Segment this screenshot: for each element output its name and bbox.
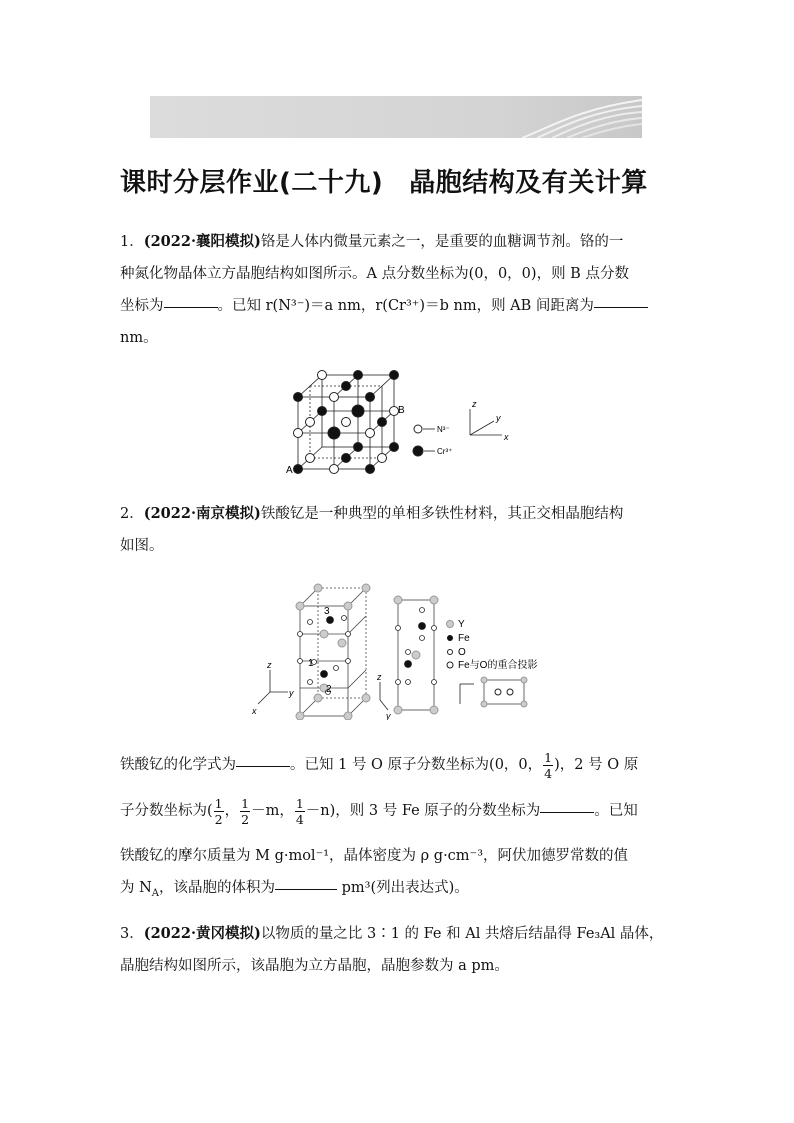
legend-n-icon [414, 425, 422, 433]
answer-blank[interactable] [540, 811, 594, 813]
q1-line-4: nm。 [120, 330, 158, 346]
svg-text:x: x [252, 706, 257, 716]
label-a: A [286, 465, 293, 476]
q1-line-3: 坐标为 。已知 r(N³⁻)＝a nm，r(Cr³⁺)＝b nm，则 AB 间距离为 [120, 290, 676, 322]
o-atom [308, 680, 313, 685]
n-atom [318, 371, 327, 380]
question-2 [120, 498, 676, 562]
atom-label-2: 2 [326, 684, 332, 695]
q1-line-2: 种氮化物晶体立方晶胞结构如图所示。A 点分数坐标为(0，0，0)，则 B 点分数 [120, 266, 629, 282]
legend-fe-icon [447, 635, 453, 641]
cr-atom [342, 382, 351, 391]
o-atom [298, 659, 303, 664]
o-atom [342, 616, 347, 621]
decorative-wave-icon [512, 96, 642, 138]
atom-label-1: 1 [308, 658, 314, 669]
y-atom [344, 712, 352, 720]
svg-text:y: y [289, 688, 294, 698]
o-atom [396, 626, 401, 631]
q3-line-2: 晶胞结构如图所示，该晶胞为立方晶胞，晶胞参数为 a pm。 [120, 958, 509, 974]
n-atom [330, 393, 339, 402]
svg-text:z: z [472, 399, 477, 409]
y-atom [338, 639, 346, 647]
cr-atom [390, 443, 399, 452]
cr-atom [318, 407, 327, 416]
o-atom [346, 659, 351, 664]
y-atom [314, 694, 322, 702]
y-atom [394, 596, 402, 604]
cr-atom [342, 454, 351, 463]
answer-blank[interactable] [275, 888, 337, 890]
o-atom [298, 632, 303, 637]
cr-atom [352, 405, 364, 417]
legend-o-label: O [458, 647, 466, 658]
o-atom [346, 632, 351, 637]
o-atom [406, 650, 411, 655]
y-atom [362, 584, 370, 592]
fe-atom [405, 661, 412, 668]
o-atom [420, 636, 425, 641]
q2-p2: 子分数坐标为( $\frac{1}{2}$ ， $\frac{1}{2}$ －m， $\frac{1}{4}$ －n)，则 3 号 Fe 原子的分数坐标为 。已知 [120, 795, 638, 827]
legend-y-icon [447, 621, 454, 628]
axes-icon [258, 670, 288, 704]
question-2-body [120, 742, 676, 834]
legend-fe-label: Fe [458, 633, 470, 644]
q2-p3: 铁酸钇的摩尔质量为 M g·mol⁻¹，晶体密度为 ρ g·cm⁻³，阿伏加德罗常数的值 [120, 848, 629, 864]
n-atom [294, 429, 303, 438]
y-atom [430, 596, 438, 604]
o-atom [432, 680, 437, 685]
legend-cr-label: Cr³⁺ [437, 447, 453, 456]
o-atom [396, 680, 401, 685]
header-banner [150, 96, 642, 138]
o-atom [334, 666, 339, 671]
legend-overlap-icon [447, 662, 453, 668]
y-atom [314, 584, 322, 592]
svg-text:x: x [504, 432, 509, 442]
legend-overlap-label: Fe与O的重合投影 [458, 660, 538, 671]
title-right: 晶胞结构及有关计算 [409, 168, 648, 198]
question-1 [120, 226, 676, 354]
axes-icon [460, 684, 474, 704]
o-atom [308, 620, 313, 625]
label-b: B [398, 405, 405, 416]
svg-text:z: z [377, 672, 382, 682]
q3-line-1: 3．(2022·黄冈模拟)以物质的量之比 3∶1 的 Fe 和 Al 共熔后结晶得 Fe₃Al 晶体， [120, 925, 664, 942]
question-2-tail [120, 840, 676, 910]
legend-o-icon [448, 650, 453, 655]
atom-label-3: 3 [324, 606, 330, 617]
cr-atom [378, 418, 387, 427]
axes-icon [380, 682, 388, 710]
q2-source: (2022·南京模拟) [143, 505, 261, 522]
q2-p1: 铁酸钇的化学式为 。已知 1 号 O 原子分数坐标为(0，0， $\frac{1}{4}$ )，2 号 O 原 [120, 749, 639, 781]
y-atom [296, 602, 304, 610]
legend-y-label: Y [458, 619, 465, 630]
svg-text:y: y [496, 413, 501, 423]
n-atom [366, 429, 375, 438]
title-left: 课时分层作业(二十九) [120, 168, 384, 198]
answer-blank[interactable] [594, 306, 648, 308]
answer-blank[interactable] [236, 765, 290, 767]
o-atom [406, 680, 411, 685]
y-atom [344, 602, 352, 610]
n-atom [306, 454, 315, 463]
q1-crystal-figure [280, 365, 520, 477]
cr-atom [366, 465, 375, 474]
svg-text:y: y [386, 711, 391, 720]
y-atom [412, 651, 420, 659]
q2-line-1: 2．(2022·南京模拟)铁酸钇是一种典型的单相多铁性材料，其正交相晶胞结构 [120, 505, 624, 522]
legend-cr-icon [413, 446, 423, 456]
y-atom [394, 706, 402, 714]
cr-atom [390, 371, 399, 380]
cr-atom [354, 443, 363, 452]
q1-line-1: 1．(2022·襄阳模拟)铬是人体内微量元素之一，是重要的血糖调节剂。铬的一 [120, 233, 624, 250]
n-atom [342, 418, 351, 427]
cr-atom [328, 427, 340, 439]
o-atom [420, 608, 425, 613]
fe-atom [419, 623, 426, 630]
fe-atom [321, 671, 328, 678]
o-atom [432, 626, 437, 631]
q2-line-2: 如图。 [120, 538, 164, 554]
question-3 [120, 918, 676, 982]
legend-n-label: N³⁻ [437, 425, 450, 434]
page-title [120, 162, 680, 199]
answer-blank[interactable] [164, 306, 218, 308]
n-atom [378, 454, 387, 463]
q1-source: (2022·襄阳模拟) [143, 233, 261, 250]
y-atom [320, 630, 328, 638]
cr-atom [366, 393, 375, 402]
n-atom [330, 465, 339, 474]
y-atom [430, 706, 438, 714]
svg-text:z: z [267, 660, 272, 670]
q2-crystal-figure [248, 582, 568, 720]
q2-p4: 为 $N_A$，该晶胞的体积为 pm³(列出表达式)。 [120, 880, 469, 899]
cr-atom [294, 465, 303, 474]
fe-atom [327, 617, 334, 624]
cr-atom [294, 393, 303, 402]
n-atom [306, 418, 315, 427]
cr-atom [354, 371, 363, 380]
q3-source: (2022·黄冈模拟) [143, 925, 261, 942]
y-atom [362, 694, 370, 702]
y-atom [296, 712, 304, 720]
